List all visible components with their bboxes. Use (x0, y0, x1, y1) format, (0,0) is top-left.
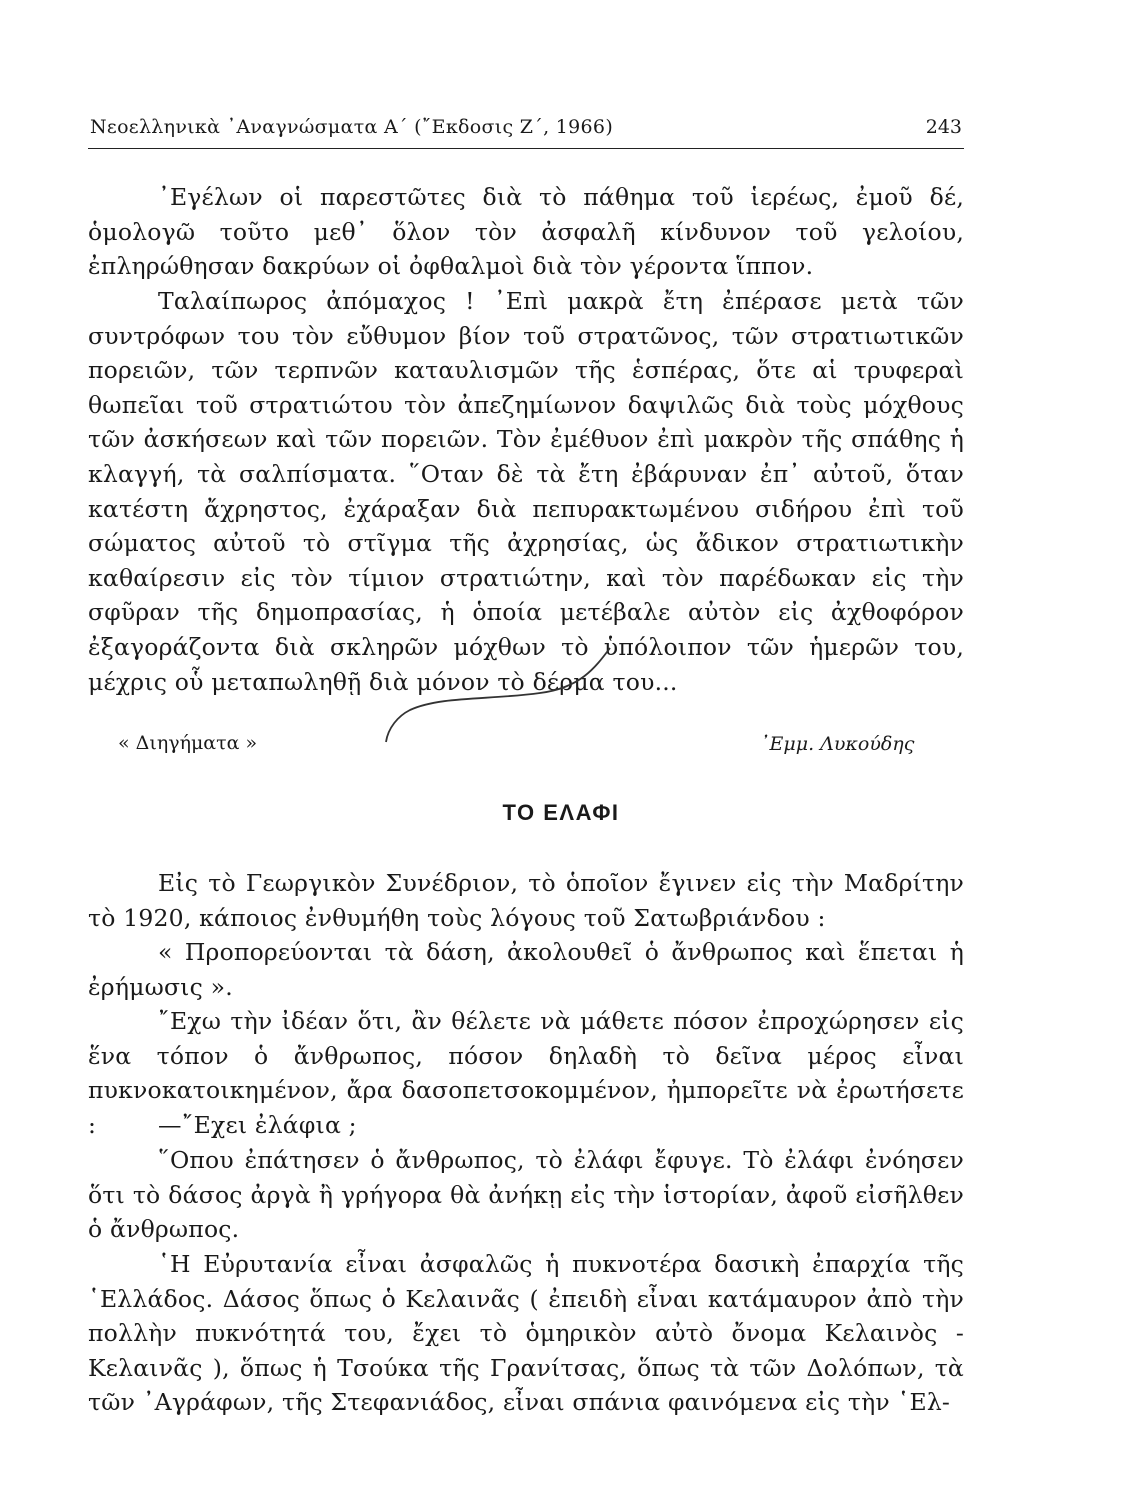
running-header (88, 112, 964, 149)
story2-paragraph-4: —῎Εχει ἐλάφια ; (158, 1111, 357, 1139)
story2-paragraph-1: Εἰς τὸ Γεωργικὸν Συνέδριον, τὸ ὁποῖον ἔγινεν εἰς τὴν Μαδρίτην τὸ 1920, κάποιος ἐνθυμήθη τοὺς λόγους τοῦ Σατωβριάνδου : (88, 869, 964, 932)
section-title: ΤΟ ΕΛΑΦΙ (502, 800, 620, 825)
pencil-annotation-mark (380, 638, 640, 748)
story1-paragraph-1: ᾿Εγέλων οἱ παρεστῶτες διὰ τὸ πάθημα τοῦ ἱερέως, ἐμοῦ δέ, ὁμολογῶ τοῦτο μεθ᾿ ὅλον τὸν ἀσφαλῆ κίνδυνον τοῦ γελοίου, ἐπληρώθησαν δακρύων οἱ ὀφθαλμοὶ διὰ τὸν γέροντα ἵππον. (88, 183, 964, 281)
story1-source: « Διηγήματα » (118, 732, 258, 754)
story2-paragraph-5: ῞Οπου ἐπάτησεν ὁ ἄνθρωπος, τὸ ἐλάφι ἔφυγε. Τὸ ἐλάφι ἐνόησεν ὅτι τὸ δάσος ἀργὰ ἢ γρήγορα θὰ ἀνήκῃ εἰς τὴν ἱστορίαν, ἀφοῦ εἰσῆλθεν ὁ ἄνθρωπος. (88, 1146, 964, 1244)
story2-paragraph-2: « Προπορεύονται τὰ δάση, ἀκολουθεῖ ὁ ἄνθρωπος καὶ ἕπεται ἡ ἐρήμωσις ». (88, 938, 964, 1001)
header-title: Νεοελληνικὰ ᾿Αναγνώσματα Α΄ (῎Εκδοσις Ζ΄, 1966) (90, 116, 614, 138)
story2-paragraph-6: ῾Η Εὐρυτανία εἶναι ἀσφαλῶς ἡ πυκνοτέρα δασικὴ ἐπαρχία τῆς ῾Ελλάδος. Δάσος ὅπως ὁ Κελαινᾶς ( ἐπειδὴ εἶναι κατάμαυρον ἀπὸ τὴν πολλὴν πυκνότητά του, ἔχει τὸ ὁμηρικὸν αὐτὸ ὄνομα Κελαινὸς - Κελαινᾶς ), ὅπως ἡ Τσούκα τῆς Γρανίτσας, ὅπως τὰ τῶν Δολόπων, τὰ τῶν ᾿Αγράφων, τῆς Στεφανιάδος, εἶναι σπάνια φαινόμενα εἰς τὴν ῾Ελ- (88, 1250, 964, 1417)
story2-paragraph-3: ῎Εχω τὴν ἰδέαν ὅτι, ἂν θέλετε νὰ μάθετε πόσον ἐπροχώρησεν εἰς ἕνα τόπον ὁ ἄνθρωπος, πόσον δηλαδὴ τὸ δεῖνα μέρος εἶναι πυκνοκατοικημένον, ἄρα δασοπετσοκομμένον, ἠμπορεῖτε νὰ ἐρωτήσετε : (88, 1007, 964, 1139)
story1-author: ᾿Εμμ. Λυκούδης (760, 733, 915, 755)
story1-paragraph-2: Ταλαίπωρος ἀπόμαχος ! ᾿Επὶ μακρὰ ἔτη ἐπέρασε μετὰ τῶν συντρόφων του τὸν εὔθυμον βίον τοῦ στρατῶνος, τῶν στρατιωτικῶν πορειῶν, τῶν τερπνῶν καταυλισμῶν τῆς ἑσπέρας, ὅτε αἱ τρυφεραὶ θωπεῖαι τοῦ στρατιώτου τὸν ἀπεζημίωνον δαψιλῶς διὰ τοὺς μόχθους τῶν ἀσκήσεων καὶ τῶν πορειῶν. Τὸν ἐμέθυον ἐπὶ μακρὸν τῆς σπάθης ἡ κλαγγή, τὰ σαλπίσματα. ῞Οταν δὲ τὰ ἔτη ἐβάρυναν ἐπ᾿ αὐτοῦ, ὅταν κατέστη ἄχρηστος, ἐχάραξαν διὰ πεπυρακτωμένου σιδήρου ἐπὶ τοῦ σώματος αὐτοῦ τὸ στῖγμα τῆς ἀχρησίας, ὡς ἄδικον στρατιωτικὴν καθαίρεσιν εἰς τὸν τίμιον στρατιώτην, καὶ τὸν παρέδωκαν εἰς τὴν σφῦραν τῆς δημοπρασίας, ἡ ὁποία μετέβαλε αὐτὸν εἰς ἀχθοφόρον ἐξαγοράζοντα διὰ σκληρῶν μόχθων τὸ ὑπόλοιπον τῶν ἡμερῶν του, μέχρις οὗ μεταπωληθῇ διὰ μόνον τὸ δέρμα του... (88, 287, 964, 696)
page-number: 243 (925, 116, 962, 138)
